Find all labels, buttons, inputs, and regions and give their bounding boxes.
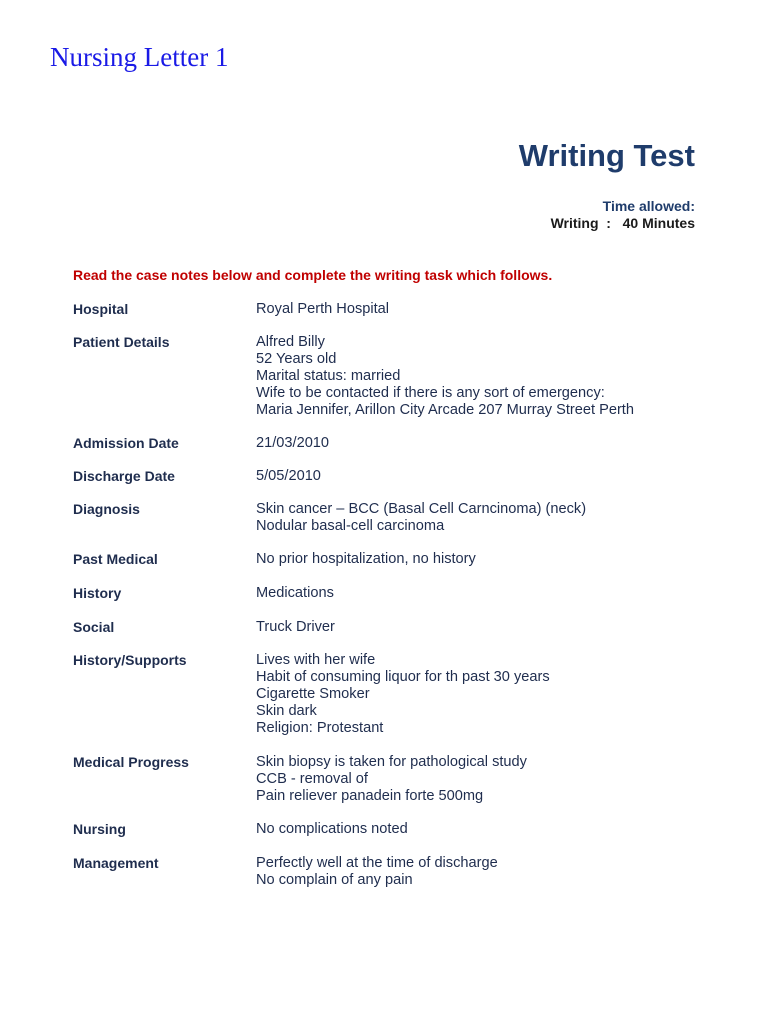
case-note-row: [73, 754, 713, 805]
field-value-line: 5/05/2010: [256, 468, 321, 484]
time-allowed-label: Time allowed:: [602, 198, 695, 214]
field-label: Nursing: [73, 821, 126, 837]
writing-duration: Writing : 40 Minutes: [550, 215, 695, 231]
field-value-line: CCB - removal of: [256, 771, 368, 787]
field-values: [256, 821, 408, 838]
field-value-line: Skin cancer – BCC (Basal Cell Carncinoma) (neck): [256, 501, 587, 517]
case-note-row: [73, 501, 713, 535]
field-value-line: Royal Perth Hospital: [256, 301, 390, 317]
field-label: History/Supports: [73, 652, 187, 668]
case-note-row: [73, 334, 713, 419]
field-values: [256, 754, 527, 805]
case-note-row: [73, 652, 713, 737]
field-label: Management: [73, 855, 159, 871]
field-value-line: Medications: [256, 585, 334, 601]
field-value-line: Nodular basal-cell carcinoma: [256, 518, 445, 534]
field-label: Social: [73, 619, 115, 635]
field-label: Hospital: [73, 301, 129, 317]
field-label: Diagnosis: [73, 501, 140, 517]
field-value-line: Lives with her wife: [256, 652, 376, 668]
field-values: [256, 585, 334, 602]
case-note-row: [73, 551, 713, 568]
field-label: Past Medical: [73, 551, 158, 567]
field-value-line: Wife to be contacted if there is any sort of emergency:: [256, 385, 605, 401]
case-note-row: [73, 468, 713, 485]
field-label: Patient Details: [73, 334, 170, 350]
field-label: History: [73, 585, 122, 601]
case-note-row: [73, 855, 713, 889]
field-value-line: No prior hospitalization, no history: [256, 551, 476, 567]
case-notes: [73, 301, 713, 889]
field-value-line: Skin biopsy is taken for pathological study: [256, 754, 527, 770]
field-values: [256, 855, 498, 889]
field-values: [256, 334, 634, 419]
field-values: [256, 301, 389, 318]
field-value-line: Perfectly well at the time of discharge: [256, 855, 498, 871]
case-note-row: [73, 821, 713, 838]
field-value-line: Truck Driver: [256, 619, 335, 635]
field-value-line: Religion: Protestant: [256, 720, 384, 736]
field-values: [256, 551, 476, 568]
field-label: Medical Progress: [73, 754, 189, 770]
case-note-row: [73, 301, 713, 318]
case-note-row: [73, 619, 713, 636]
field-value-line: No complain of any pain: [256, 872, 413, 888]
instruction-text: Read the case notes below and complete the writing task which follows.: [73, 267, 553, 283]
field-value-line: Pain reliever panadein forte 500mg: [256, 788, 484, 804]
case-note-row: [73, 585, 713, 602]
field-value-line: Alfred Billy: [256, 334, 325, 350]
field-value-line: 52 Years old: [256, 351, 337, 367]
field-values: [256, 652, 550, 737]
case-note-row: [73, 435, 713, 452]
field-value-line: Marital status: married: [256, 368, 401, 384]
field-values: [256, 619, 335, 636]
time-allowed: [551, 198, 695, 232]
field-value-line: Habit of consuming liquor for th past 30 years: [256, 669, 550, 685]
field-label: Admission Date: [73, 435, 179, 451]
field-values: [256, 435, 329, 452]
field-value-line: No complications noted: [256, 821, 408, 837]
field-label: Discharge Date: [73, 468, 175, 484]
field-value-line: Maria Jennifer, Arillon City Arcade 207 Murray Street Perth: [256, 402, 634, 418]
test-title: Writing Test: [518, 138, 695, 173]
field-value-line: 21/03/2010: [256, 435, 330, 451]
field-values: [256, 501, 586, 535]
field-values: [256, 468, 321, 485]
field-value-line: Cigarette Smoker: [256, 686, 370, 702]
field-value-line: Skin dark: [256, 703, 317, 719]
document-header: Nursing Letter 1: [50, 42, 229, 72]
